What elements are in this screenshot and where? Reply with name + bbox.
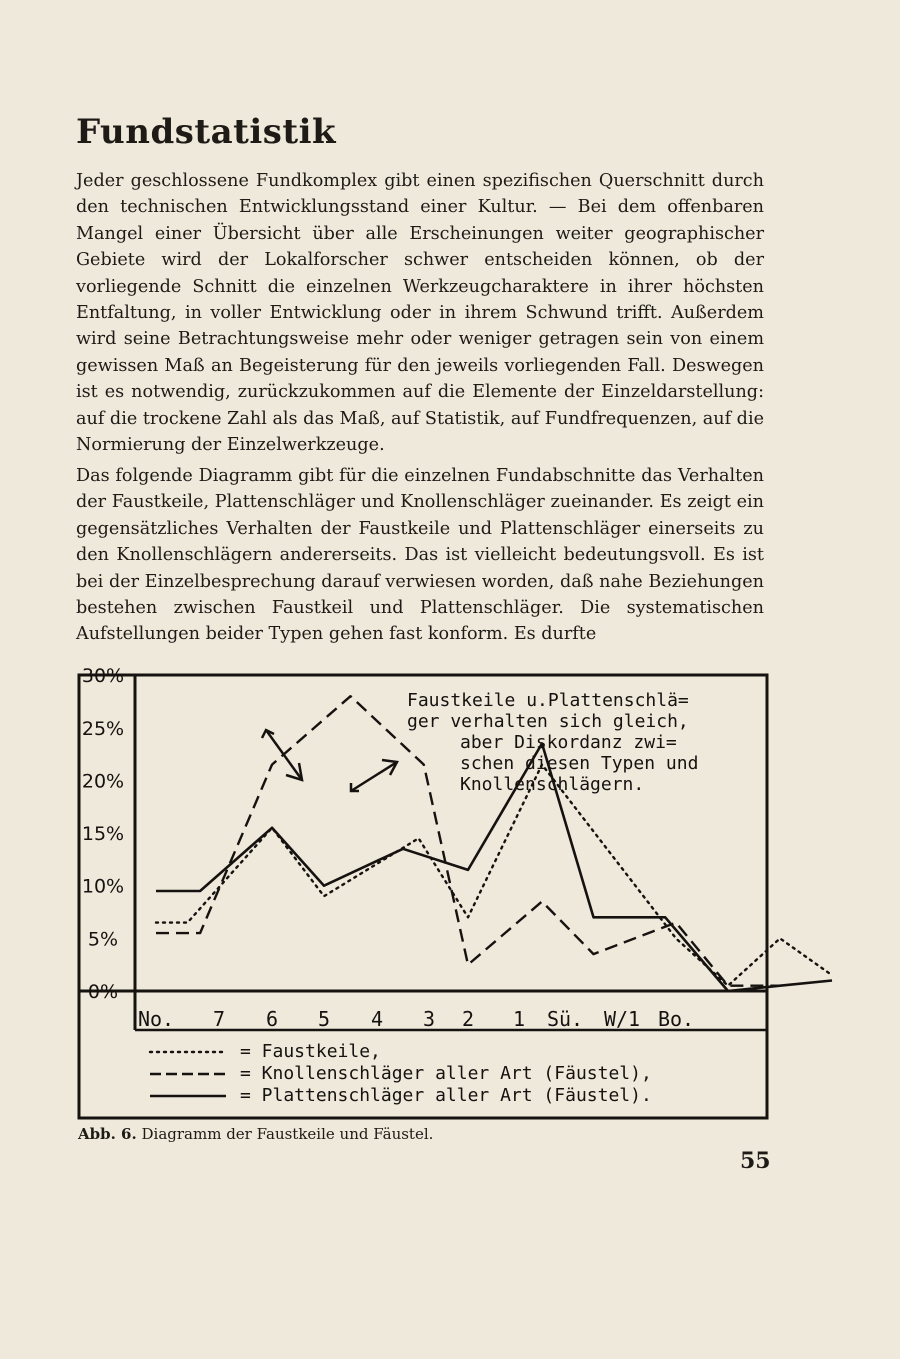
figure-caption <box>78 1125 433 1143</box>
x-tick-label: 2 <box>461 1007 475 1031</box>
y-tick-label: 20% <box>81 770 125 793</box>
y-tick-label: 5% <box>87 928 119 951</box>
body-paragraph-2: Das folgende Diagramm gibt für die einzelnen Fundabschnitte das Verhalten der Faustkeile, Plattenschläger und Knollenschläger zueinander. Es zeigt ein gegensätzliches Verhalten der Faustkeile und Plattenschläger einerseits zu den Knollenschlägern andererseits. Das ist vielleicht bedeutungsvoll. Es ist bei der Einzelbesprechung darauf verwiesen worden, daß nahe Beziehungen bestehen zwischen Faustkeil und Plattenschläger. Die systematischen Aufstellungen beider Typen gehen fast konform. Es durfte <box>76 466 764 645</box>
x-tick-label: 6 <box>265 1007 279 1031</box>
y-tick-label: 0% <box>87 981 119 1003</box>
x-tick-label: 1 <box>512 1007 526 1031</box>
legend-label: = Knollenschläger aller Art (Fäustel), <box>240 1063 652 1084</box>
annotation-line: aber Diskordanz zwi= <box>460 732 677 753</box>
annotation-line: schen diesen Typen und <box>460 753 699 774</box>
arrow-up-right-icon <box>351 760 397 791</box>
y-tick-label: 25% <box>81 717 125 740</box>
x-tick-label: 5 <box>317 1007 331 1031</box>
section-heading: Fundstatistik <box>76 112 337 152</box>
y-tick-label: 30% <box>81 665 125 688</box>
page-number: 55 <box>740 1148 771 1174</box>
x-tick-label: 3 <box>422 1007 436 1031</box>
legend-label: = Plattenschläger aller Art (Fäustel). <box>240 1085 652 1106</box>
annotation-line: Knollenschlägern. <box>460 774 645 795</box>
annotation-line: ger verhalten sich gleich, <box>407 711 689 732</box>
x-tick-label: No. <box>137 1007 175 1031</box>
x-tick-label: 7 <box>212 1007 226 1031</box>
x-tick-label: 4 <box>370 1007 384 1031</box>
x-tick-label: Sü. <box>546 1007 584 1031</box>
caption-text: Diagramm der Faustkeile und Fäustel. <box>141 1125 434 1143</box>
body-paragraph-1: Jeder geschlossene Fundkomplex gibt einen spezifischen Querschnitt durch den technischen Entwicklungsstand einer Kultur. — Bei dem offenbaren Mangel einer Übersicht über alle Erscheinungen weiter geographischer Gebiete wird der Lokalforscher schwer entscheiden können, ob der vorliegende Schnitt die einzelnen Werkzeugcharaktere in ihrer höchsten Entfaltung, in voller Entwicklung oder in ihrem Schwund trifft. Außerdem wird seine Betrachtungsweise mehr oder weniger getragen sein von einem gewissen Maß an Begeisterung für den jeweils vorliegenden Fall. Deswegen ist es notwendig, zurückzukommen auf die Elemente der Einzeldarstellung: auf die trockene Zahl als das Maß, auf Statistik, auf Fundfrequenzen, auf die Normierung der Einzelwerkzeuge. <box>76 171 764 456</box>
x-tick-label: Bo. <box>657 1007 695 1031</box>
annotation-line: Faustkeile u.Plattenschlä= <box>407 690 689 711</box>
x-tick-label: W/1 <box>603 1007 641 1031</box>
y-tick-label: 15% <box>81 823 125 846</box>
legend-label: = Faustkeile, <box>240 1041 381 1062</box>
y-tick-label: 10% <box>81 875 125 898</box>
caption-label: Abb. 6. <box>78 1125 137 1143</box>
